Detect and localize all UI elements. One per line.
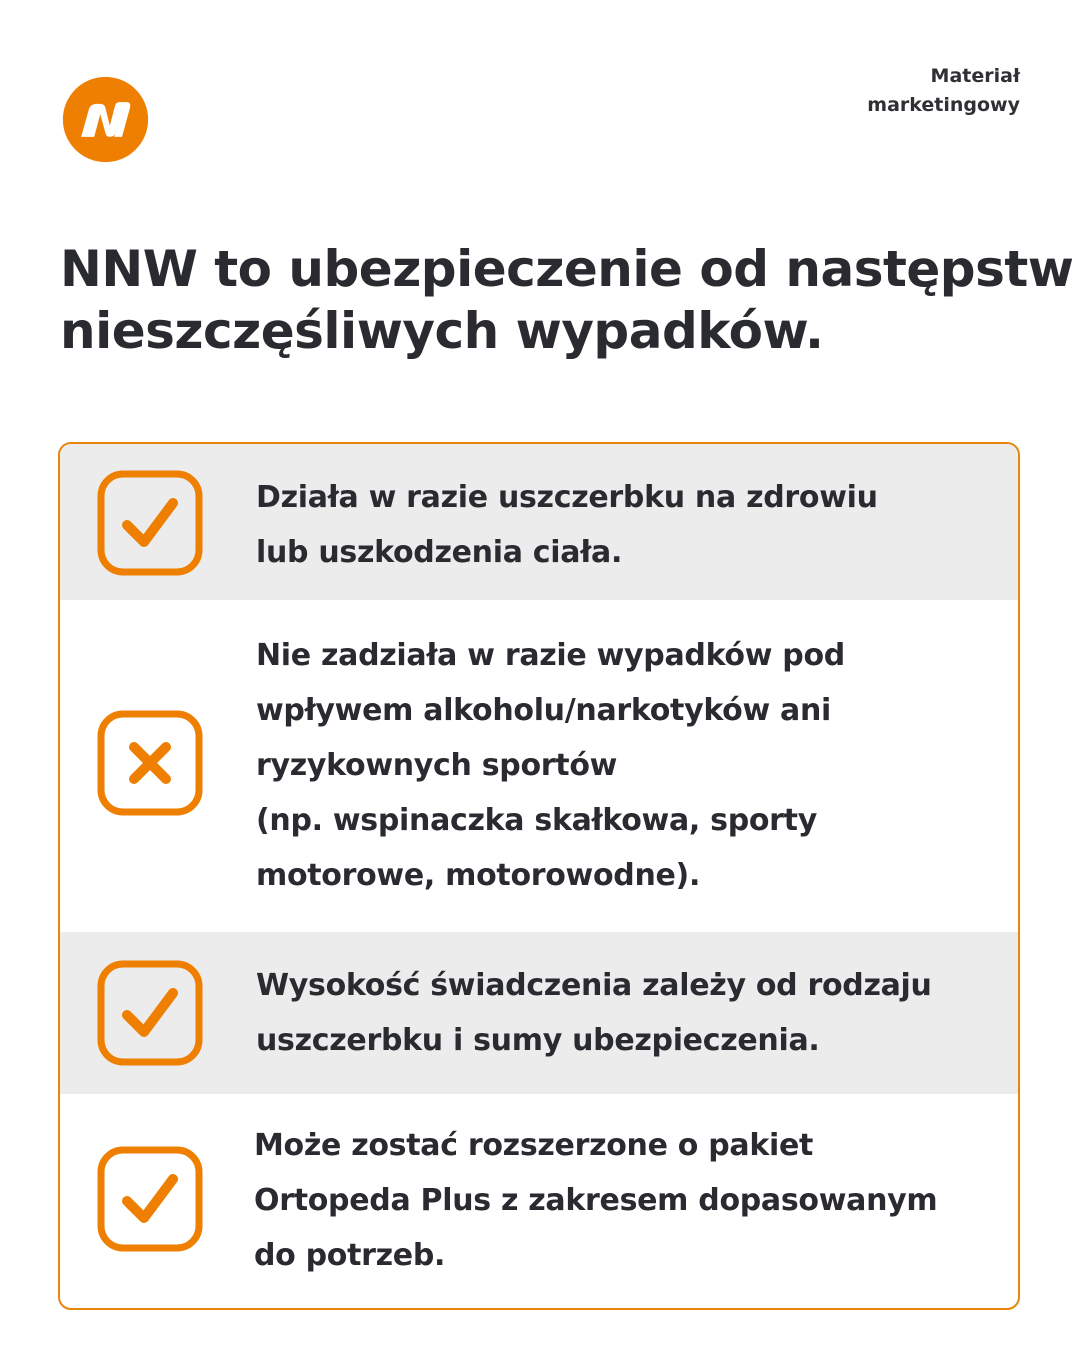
- feature-row: [60, 444, 1018, 600]
- feature-row: [60, 932, 1018, 1094]
- page-title: [60, 238, 1074, 362]
- exclusion-row: [60, 600, 1018, 932]
- tag-line-1: Materiał: [930, 65, 1020, 87]
- title-line-1: NNW to ubezpieczenie od następstw: [60, 240, 1074, 298]
- check-box-icon: [97, 470, 203, 576]
- title-line-2: nieszczęśliwych wypadków.: [60, 302, 824, 360]
- check-box-icon: [97, 960, 203, 1066]
- marketing-material-label: [867, 62, 1020, 120]
- feature-text: Może zostać rozszerzone o pakiet Ortopeda Plus z zakresem dopasowanym do potrzeb.: [254, 1128, 938, 1273]
- features-box: [58, 442, 1020, 1310]
- exclusion-text: Nie zadziała w razie wypadków pod wpływem alkoholu/narkotyków ani ryzykownych sportów (np. wspinaczka skałkowa, sporty motorowe, motorowodne).: [256, 638, 845, 893]
- x-box-icon: [97, 710, 203, 816]
- feature-text: Działa w razie uszczerbku na zdrowiu lub uszkodzenia ciała.: [256, 480, 878, 570]
- feature-text: Wysokość świadczenia zależy od rodzaju uszczerbku i sumy ubezpieczenia.: [256, 968, 932, 1058]
- feature-row: [60, 1094, 1018, 1308]
- tag-line-2: marketingowy: [867, 94, 1020, 116]
- nn-logo-icon: [62, 76, 149, 163]
- check-box-icon: [97, 1146, 203, 1252]
